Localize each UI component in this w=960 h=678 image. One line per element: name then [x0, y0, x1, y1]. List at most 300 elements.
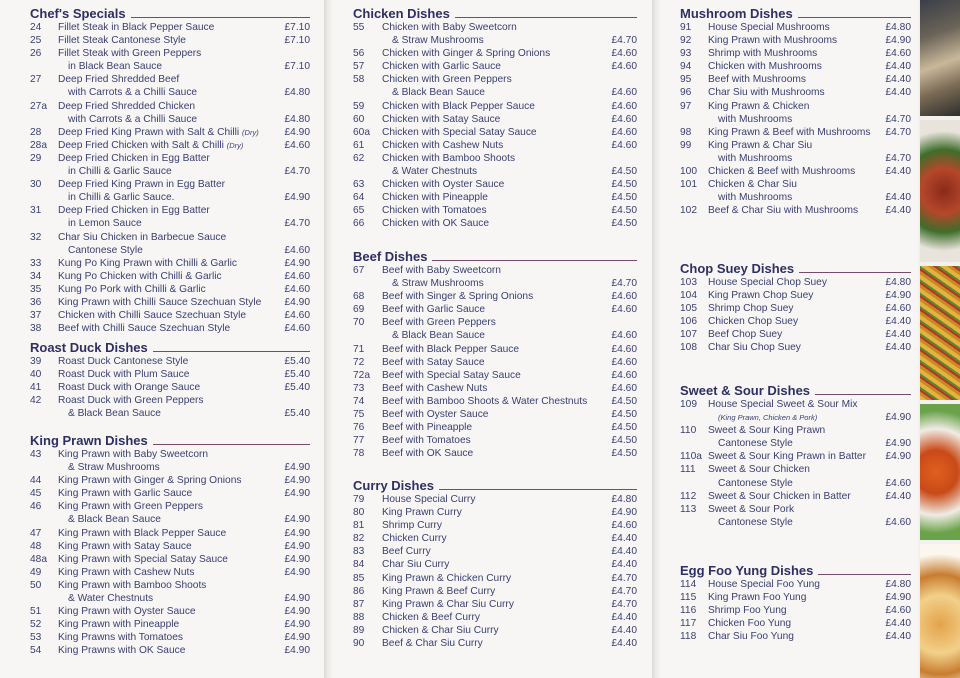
section-heading — [353, 249, 637, 264]
menu-item-row — [353, 408, 637, 421]
menu-item-row — [680, 516, 911, 529]
item-price: £4.60 — [611, 356, 637, 368]
menu-item-row — [353, 545, 637, 558]
item-name — [58, 231, 278, 244]
item-name-text: Fillet Steak Cantonese Style — [58, 35, 186, 47]
item-number: 47 — [30, 527, 42, 539]
food-photo — [920, 266, 960, 400]
item-name — [382, 382, 605, 395]
item-number: 111 — [680, 464, 696, 476]
item-price: £4.60 — [284, 270, 310, 282]
title-rule — [432, 260, 637, 261]
item-name-text: Beef with Pineapple — [382, 422, 473, 434]
menu-item-row — [353, 178, 637, 191]
item-name — [708, 477, 880, 490]
item-name-text: King Prawns with OK Sauce — [58, 645, 186, 657]
item-name — [58, 394, 278, 407]
item-name-text: King Prawn & Chicken — [708, 100, 810, 112]
section-title: Roast Duck Dishes — [30, 340, 148, 355]
menu-item-row — [30, 592, 310, 605]
item-price: £4.60 — [611, 369, 637, 381]
item-name-text: Beef with OK Sauce — [382, 448, 474, 460]
item-name — [382, 152, 605, 165]
item-number: 109 — [680, 399, 697, 410]
item-number: 84 — [353, 559, 365, 571]
item-number: 48 — [30, 540, 42, 552]
item-name-text: House Special Foo Yung — [708, 579, 820, 590]
item-name — [708, 34, 880, 47]
item-name-text: Chicken with Tomatoes — [382, 205, 487, 217]
section-heading — [680, 383, 911, 398]
item-price: £5.40 — [284, 382, 310, 394]
item-name — [382, 100, 605, 113]
menu-item-row — [30, 474, 310, 487]
menu-item-row — [30, 394, 310, 407]
section-curry — [353, 478, 637, 650]
section-title: Sweet & Sour Dishes — [680, 383, 811, 398]
menu-item-row — [680, 60, 911, 73]
item-name-text: Chicken with Black Pepper Sauce — [382, 100, 535, 112]
item-price: £4.70 — [885, 152, 911, 164]
item-name-text: Chicken with Green Peppers — [382, 74, 512, 86]
item-name — [382, 611, 605, 624]
item-name — [708, 191, 880, 204]
section-sweet-sour — [680, 383, 911, 529]
menu-item-row — [680, 591, 911, 604]
menu-item-row — [30, 487, 310, 500]
item-name-text: Deep Fried Shredded Beef — [58, 74, 180, 86]
item-name-text: in Chilli & Garlic Sauce — [68, 166, 172, 178]
item-price: £4.60 — [611, 291, 637, 303]
item-price: £4.50 — [611, 435, 637, 447]
item-name — [708, 21, 880, 34]
item-name-text: Cantonese Style — [718, 438, 793, 450]
item-name — [58, 270, 278, 283]
item-number: 107 — [680, 329, 697, 341]
item-price: £4.60 — [611, 304, 637, 316]
item-price: £4.50 — [611, 422, 637, 434]
item-price: £4.60 — [885, 516, 911, 528]
item-price: £4.60 — [611, 139, 637, 151]
item-number: 69 — [353, 304, 365, 316]
item-price: £4.50 — [611, 218, 637, 230]
menu-item-row — [680, 47, 911, 60]
item-name — [58, 283, 278, 296]
item-price: £4.40 — [885, 618, 911, 630]
item-name-text: Chicken with Pineapple — [382, 192, 488, 204]
item-number: 44 — [30, 475, 42, 487]
item-name — [382, 217, 605, 230]
item-name-text: Beef with Garlic Sauce — [382, 304, 486, 316]
item-number: 28a — [30, 139, 47, 151]
section-title: Chop Suey Dishes — [680, 261, 795, 276]
item-name-text: King Prawn with Satay Sauce — [58, 540, 192, 552]
item-price: £4.60 — [885, 48, 911, 60]
item-price: £4.90 — [284, 257, 310, 269]
item-number: 28 — [30, 126, 42, 138]
item-name-text: Beef with Special Satay Sauce — [382, 369, 521, 381]
menu-item-row — [353, 73, 637, 86]
item-name-text: Char Siu Curry — [382, 559, 450, 571]
item-name-text: Fillet Steak with Green Peppers — [58, 48, 202, 60]
item-name-text: King Prawns with Tomatoes — [58, 632, 183, 644]
item-name-text: Chicken with Cashew Nuts — [382, 139, 504, 151]
item-name — [708, 100, 880, 113]
item-number: 91 — [680, 22, 692, 33]
item-name — [382, 356, 605, 369]
menu-item-row — [30, 500, 310, 513]
item-name-text: Kung Po Chicken with Chilli & Garlic — [58, 270, 222, 282]
item-name — [382, 204, 605, 217]
item-name — [58, 244, 278, 257]
item-name — [58, 296, 278, 309]
title-rule — [815, 394, 911, 395]
menu-item-row — [680, 302, 911, 315]
item-name-text: Chicken Chop Suey — [708, 316, 799, 328]
item-name — [382, 572, 605, 585]
menu-item-row — [680, 100, 911, 113]
menu-item-row — [353, 572, 637, 585]
item-name-text: Sweet & Sour King Prawn — [708, 425, 826, 437]
item-number: 60a — [353, 126, 370, 138]
menu-item-row — [680, 191, 911, 204]
menu-item-row — [30, 257, 310, 270]
item-number: 76 — [353, 422, 365, 434]
menu-item-row — [353, 532, 637, 545]
item-price: £4.40 — [611, 533, 637, 545]
item-number: 33 — [30, 257, 42, 269]
item-number: 61 — [353, 139, 365, 151]
section-king-prawn — [30, 433, 310, 658]
item-note: (King Prawn, Chicken & Pork) — [718, 413, 818, 423]
menu-item-row — [30, 73, 310, 86]
menu-item-row — [353, 290, 637, 303]
item-name-text: Chicken & Beef with Mushrooms — [708, 166, 856, 178]
item-number: 30 — [30, 179, 42, 191]
item-price: £4.90 — [284, 462, 310, 474]
food-photo — [920, 0, 960, 116]
section-title: Chef's Specials — [30, 6, 126, 21]
item-name — [708, 398, 880, 411]
menu-item-row — [30, 191, 310, 204]
item-name — [708, 315, 880, 328]
menu-item-row — [30, 244, 310, 257]
menu-item-row — [30, 605, 310, 618]
item-name — [58, 178, 278, 191]
item-price: £4.90 — [284, 566, 310, 578]
item-name — [382, 264, 605, 277]
item-name — [382, 558, 605, 571]
item-name — [58, 368, 278, 381]
item-name — [382, 519, 605, 532]
menu-item-row — [353, 100, 637, 113]
item-price: £4.40 — [885, 490, 911, 502]
item-name-text: Chicken with Satay Sauce — [382, 113, 501, 125]
item-price: £4.60 — [611, 330, 637, 342]
item-name — [58, 322, 278, 335]
item-price: £4.90 — [284, 553, 310, 565]
item-name-text: with Mushrooms — [718, 113, 793, 125]
item-name — [708, 204, 880, 217]
item-price: £4.60 — [611, 126, 637, 138]
item-number: 100 — [680, 166, 697, 178]
item-number: 60 — [353, 113, 365, 125]
menu-item-row — [680, 21, 911, 34]
item-name — [382, 316, 605, 329]
item-number: 35 — [30, 283, 42, 295]
menu-item-row — [680, 73, 911, 86]
section-chop-suey — [680, 261, 911, 355]
menu-item-row — [30, 579, 310, 592]
item-price: £4.60 — [611, 48, 637, 60]
item-price: £4.40 — [885, 631, 911, 643]
menu-item-row — [30, 217, 310, 230]
item-number: 93 — [680, 48, 692, 60]
item-name-text: Beef with Mushrooms — [708, 74, 806, 86]
item-name — [382, 447, 605, 460]
item-number: 37 — [30, 310, 42, 322]
item-name — [58, 60, 278, 73]
menu-item-row — [680, 450, 911, 463]
item-name-text: King Prawn with Pineapple — [58, 619, 180, 631]
item-price: £4.70 — [885, 113, 911, 125]
item-name-text: Chicken Foo Yung — [708, 618, 792, 630]
item-price: £4.90 — [885, 592, 911, 604]
title-rule — [798, 17, 911, 18]
item-name-text: Deep Fried Chicken in Egg Batter — [58, 205, 210, 217]
item-name-text: Beef & Char Siu Curry — [382, 638, 483, 650]
item-price: £4.70 — [611, 35, 637, 47]
item-number: 88 — [353, 611, 365, 623]
item-price: £4.70 — [885, 126, 911, 138]
item-number: 27a — [30, 100, 47, 112]
menu-item-row — [680, 315, 911, 328]
item-name-text: with Carrots & a Chilli Sauce — [68, 87, 198, 99]
item-name-text: King Prawn with Green Peppers — [58, 501, 203, 513]
item-name — [708, 289, 880, 302]
item-name-text: Cantonese Style — [718, 477, 793, 489]
menu-item-row — [353, 34, 637, 47]
menu-item-row — [680, 578, 911, 591]
menu-item-row — [30, 644, 310, 657]
item-name-text: Beef with Cashew Nuts — [382, 382, 488, 394]
item-name — [382, 86, 605, 99]
item-price: £7.10 — [284, 22, 310, 33]
item-number: 97 — [680, 100, 692, 112]
menu-item-row — [353, 585, 637, 598]
item-name-text: Chicken with Baby Sweetcorn — [382, 22, 517, 33]
item-number: 105 — [680, 303, 697, 315]
item-name-text: Chicken Curry — [382, 533, 447, 545]
item-name — [58, 355, 278, 368]
menu-item-row — [680, 490, 911, 503]
menu-item-row — [680, 276, 911, 289]
menu-item-row — [353, 86, 637, 99]
item-name — [708, 411, 880, 424]
item-name-text: Chicken with Chilli Sauce Szechuan Style — [58, 310, 246, 322]
item-name — [708, 113, 880, 126]
item-number: 116 — [680, 605, 697, 617]
item-name-text: Chicken with Oyster Sauce — [382, 179, 505, 191]
item-name-text: in Black Bean Sauce — [68, 61, 163, 73]
item-number: 90 — [353, 638, 365, 650]
item-number: 85 — [353, 572, 365, 584]
item-name-text: King Prawn with Oyster Sauce — [58, 606, 196, 618]
item-number: 118 — [680, 631, 697, 643]
item-number: 40 — [30, 369, 42, 381]
item-number: 66 — [353, 218, 365, 230]
item-name-text: Kung Po Pork with Chilli & Garlic — [58, 283, 206, 295]
item-price: £4.50 — [611, 448, 637, 460]
item-name-text: King Prawn with Bamboo Shoots — [58, 579, 207, 591]
menu-item-row — [353, 47, 637, 60]
item-number: 53 — [30, 632, 42, 644]
menu-item-row — [680, 165, 911, 178]
item-name — [58, 309, 278, 322]
item-number: 50 — [30, 579, 42, 591]
menu-item-row — [30, 381, 310, 394]
item-name-text: Beef Chop Suey — [708, 329, 783, 341]
menu-item-row — [30, 100, 310, 113]
section-heading — [353, 6, 637, 21]
item-name-text: Roast Duck with Plum Sauce — [58, 369, 190, 381]
item-number: 77 — [353, 435, 365, 447]
item-name — [58, 618, 278, 631]
item-number: 59 — [353, 100, 365, 112]
item-name-text: King Prawn with Baby Sweetcorn — [58, 449, 209, 460]
item-name-text: King Prawn with Special Satay Sauce — [58, 553, 228, 565]
item-name — [708, 591, 880, 604]
menu-item-row — [353, 611, 637, 624]
item-name-text: Beef with Black Pepper Sauce — [382, 343, 520, 355]
item-name — [382, 395, 605, 408]
item-number: 49 — [30, 566, 42, 578]
section-beef — [353, 249, 637, 460]
menu-item-row — [680, 477, 911, 490]
item-price: £4.50 — [611, 395, 637, 407]
title-rule — [153, 444, 310, 445]
menu-item-row — [30, 407, 310, 420]
item-name-text: Beef with Bamboo Shoots & Water Chestnuts — [382, 395, 588, 407]
menu-item-row — [30, 553, 310, 566]
item-number: 75 — [353, 409, 365, 421]
item-number: 70 — [353, 317, 365, 329]
menu-item-row — [353, 303, 637, 316]
menu-item-row — [680, 289, 911, 302]
item-name — [708, 516, 880, 529]
menu-item-row — [353, 139, 637, 152]
item-number: 89 — [353, 624, 365, 636]
item-price: £4.40 — [885, 316, 911, 328]
item-name — [708, 86, 880, 99]
menu-item-row — [353, 356, 637, 369]
menu-item-row — [353, 447, 637, 460]
title-rule — [131, 17, 310, 18]
menu-item-row — [30, 152, 310, 165]
item-name — [382, 585, 605, 598]
menu-item-row — [30, 21, 310, 34]
item-price: £4.40 — [611, 611, 637, 623]
item-name — [58, 592, 278, 605]
item-name — [382, 493, 605, 506]
item-name — [708, 437, 880, 450]
item-price: £4.60 — [284, 323, 310, 335]
item-price: £4.70 — [284, 218, 310, 230]
item-name — [708, 139, 880, 152]
section-heading — [680, 563, 911, 578]
item-name — [382, 624, 605, 637]
section-title: Mushroom Dishes — [680, 6, 793, 21]
section-title: King Prawn Dishes — [30, 433, 148, 448]
item-number: 34 — [30, 270, 42, 282]
menu-item-row — [30, 165, 310, 178]
item-price: £4.40 — [885, 342, 911, 354]
item-number: 103 — [680, 277, 697, 288]
item-name — [382, 421, 605, 434]
item-price: £4.80 — [885, 277, 911, 288]
item-name — [708, 463, 880, 476]
item-name — [58, 579, 278, 592]
menu-item-row — [353, 277, 637, 290]
item-number: 42 — [30, 395, 42, 407]
menu-item-row — [353, 558, 637, 571]
item-number: 87 — [353, 598, 365, 610]
section-mushroom — [680, 6, 911, 217]
menu-item-row — [680, 139, 911, 152]
item-name — [58, 73, 278, 86]
item-name — [382, 369, 605, 382]
title-rule — [455, 17, 637, 18]
item-price: £4.40 — [885, 87, 911, 99]
item-price: £4.90 — [284, 527, 310, 539]
menu-item-row — [353, 506, 637, 519]
item-price: £4.60 — [611, 61, 637, 73]
item-name — [58, 257, 278, 270]
item-price: £4.70 — [611, 572, 637, 584]
item-name-text: & Black Bean Sauce — [392, 87, 485, 99]
item-price: £4.80 — [885, 22, 911, 33]
item-price: £4.50 — [611, 179, 637, 191]
item-name — [708, 328, 880, 341]
item-number: 39 — [30, 356, 42, 367]
item-price: £4.50 — [611, 192, 637, 204]
section-title: Curry Dishes — [353, 478, 434, 493]
item-name-text: Chicken & Char Siu Curry — [382, 624, 499, 636]
item-name — [708, 503, 880, 516]
item-price: £4.60 — [611, 382, 637, 394]
section-roast-duck — [30, 340, 310, 420]
item-number: 115 — [680, 592, 697, 604]
item-price: £4.60 — [284, 244, 310, 256]
item-name-text: Kung Po King Prawn with Chilli & Garlic — [58, 257, 237, 269]
item-name — [708, 604, 880, 617]
item-name-text: with Mushrooms — [718, 152, 793, 164]
item-price: £4.90 — [885, 290, 911, 302]
item-number: 79 — [353, 494, 365, 505]
item-name — [382, 73, 605, 86]
item-number: 62 — [353, 152, 365, 164]
item-name-text: Shrimp Chop Suey — [708, 303, 794, 315]
menu-item-row — [680, 328, 911, 341]
item-number: 52 — [30, 619, 42, 631]
item-name — [382, 434, 605, 447]
menu-item-row — [353, 264, 637, 277]
item-name-text: House Special Chop Suey — [708, 277, 827, 288]
item-number: 72 — [353, 356, 365, 368]
item-number: 54 — [30, 645, 42, 657]
item-name-text: King Prawn & Beef Curry — [382, 585, 496, 597]
item-name — [382, 598, 605, 611]
